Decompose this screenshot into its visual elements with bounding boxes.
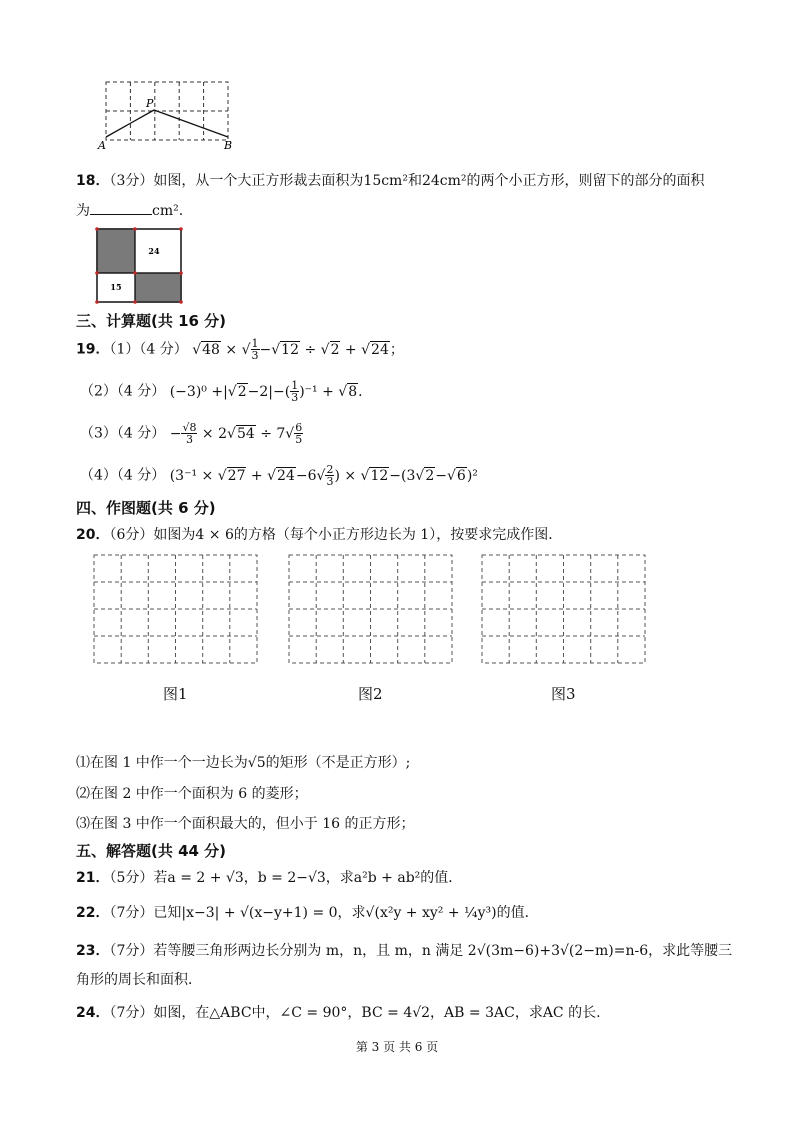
question-18-line1: 18．（3分）如图，从一个大正方形裁去面积为15cm²和24cm²的两个小正方形，则留下的部分的面积: [76, 173, 705, 189]
question-19-p2-label: （2）（4 分）: [80, 383, 166, 400]
question-18-text-a: 如图，从一个大正方形裁去面积为: [153, 173, 364, 189]
grid-figure-2: [287, 553, 455, 665]
triangle-apb-figure: [96, 76, 236, 152]
label-p: P: [146, 97, 154, 110]
question-24-points: （7分）: [109, 1005, 154, 1021]
question-20-item3: ⑶在图 3 中作一个面积最大的，但小于 16 的正方形；: [76, 816, 415, 832]
question-19-p1-label: （1）（4 分）: [109, 341, 188, 358]
label-b: B: [224, 139, 233, 152]
question-18-unit: cm².: [152, 203, 184, 219]
question-18-and: 和: [407, 173, 422, 189]
page-footer: 第 3 页 共 6 页: [355, 1040, 439, 1054]
q19-part1-expression: √48 × √ $\frac{1}{3}$ −√12 ÷ √2 + √24；: [192, 337, 404, 362]
question-22-text: 已知|x−3| + √(x−y+1) = 0，求√(x²y + xy² + ¼y³)的值．: [153, 905, 539, 921]
question-23-points: （7分）: [109, 943, 154, 959]
question-21-points: （5分）: [109, 870, 154, 886]
question-22-line: 22．（7分）已知|x−3| + √(x−y+1) = 0，求√(x²y + xy² + ¼y³)的值．: [76, 905, 539, 921]
question-22-points: （7分）: [109, 905, 154, 921]
question-24-number: 24: [76, 1005, 96, 1021]
section-4-title: 四、作图题(共 6 分): [76, 499, 216, 517]
label-a: A: [98, 139, 106, 152]
squares-figure: [92, 224, 188, 306]
question-19-p3-label: （3）（4 分）: [80, 425, 166, 442]
question-21-line: 21．（5分）若a = 2 + √3，b = 2−√3，求a²b + ab²的值．: [76, 870, 463, 886]
question-20-points: （6分）: [109, 527, 154, 543]
question-20-line: 20．（6分）如图为4 × 6的方格（每个小正方形边长为 1），按要求完成作图．: [76, 527, 563, 543]
question-18-points: （3分）: [109, 173, 154, 189]
question-18-text-b: 的两个小正方形，则留下的部分的面积: [466, 173, 705, 189]
question-19-part3: [80, 422, 303, 445]
question-18-text-c: 为: [76, 203, 90, 219]
question-19-part1: 19．（1）（4 分） √48 × √ $\frac{1}{3}$ −√12 ÷ √2 + √24；: [76, 337, 404, 362]
question-23-text-a: 若等腰三角形两边长分别为 m，n，且 m，n 满足 2√(3m−6)+3√(2−m)=n-6，求此等腰三: [153, 943, 733, 959]
question-24-line: 24．（7分）如图，在△ABC中，∠C = 90°，BC = 4√2，AB = 3AC，求AC 的长.: [76, 1005, 601, 1021]
figure-caption-1: 图1: [163, 685, 188, 703]
question-18-line2: [76, 200, 183, 220]
question-24-text: 如图，在△ABC中，∠C = 90°，BC = 4√2，AB = 3AC，求AC 的长.: [153, 1005, 601, 1021]
answer-blank: [90, 202, 152, 215]
question-19-part4: [80, 464, 478, 487]
section-5-title: 五、解答题(共 44 分): [76, 842, 227, 860]
question-19-part2: [80, 380, 372, 403]
grid-figure-1: [92, 553, 260, 665]
question-19-number: 19: [76, 341, 96, 358]
q19-part3-expression: − $\frac{√8}{3}$ × 2√54 ÷ 7√ $\frac{6}{5}$: [169, 421, 303, 446]
q19-part2-expression: (−3)⁰ +|√2−2|−( $\frac{1}{3}$ )⁻¹ + √8．: [169, 379, 373, 404]
figure-caption-2: 图2: [358, 685, 383, 703]
question-23-number: 23: [76, 943, 96, 959]
question-18-number: 18: [76, 173, 96, 189]
question-20-item2: ⑵在图 2 中作一个面积为 6 的菱形；: [76, 786, 308, 802]
grid-figure-3: [480, 553, 648, 665]
question-22-number: 22: [76, 905, 96, 921]
square-small-label: 15: [110, 282, 122, 292]
section-3-title: 三、计算题(共 16 分): [76, 312, 227, 330]
question-23-line1: 23．（7分）若等腰三角形两边长分别为 m，n，且 m，n 满足 2√(3m−6)+3√(2−m)=n-6，求此等腰三: [76, 943, 733, 959]
question-20-number: 20: [76, 527, 96, 543]
question-23-line2: 角形的周长和面积．: [76, 972, 202, 988]
figure-caption-3: 图3: [551, 685, 576, 703]
question-18-area2: 24cm²: [421, 173, 467, 189]
question-21-text: 若a = 2 + √3，b = 2−√3，求a²b + ab²的值．: [153, 870, 463, 886]
square-large-label: 24: [148, 246, 160, 256]
q19-part4-expression: (3⁻¹ × √27 + √24−6√ $\frac{2}{3}$ ) × √12−(3√2−√6)²: [169, 463, 478, 488]
question-19-p4-label: （4）（4 分）: [80, 467, 166, 484]
question-20-text: 如图为4 × 6的方格（每个小正方形边长为 1），按要求完成作图．: [153, 527, 563, 543]
question-21-number: 21: [76, 870, 96, 886]
question-18-area1: 15cm²: [363, 173, 408, 189]
question-20-item1: ⑴在图 1 中作一个一边长为√5的矩形（不是正方形）;: [76, 755, 411, 771]
